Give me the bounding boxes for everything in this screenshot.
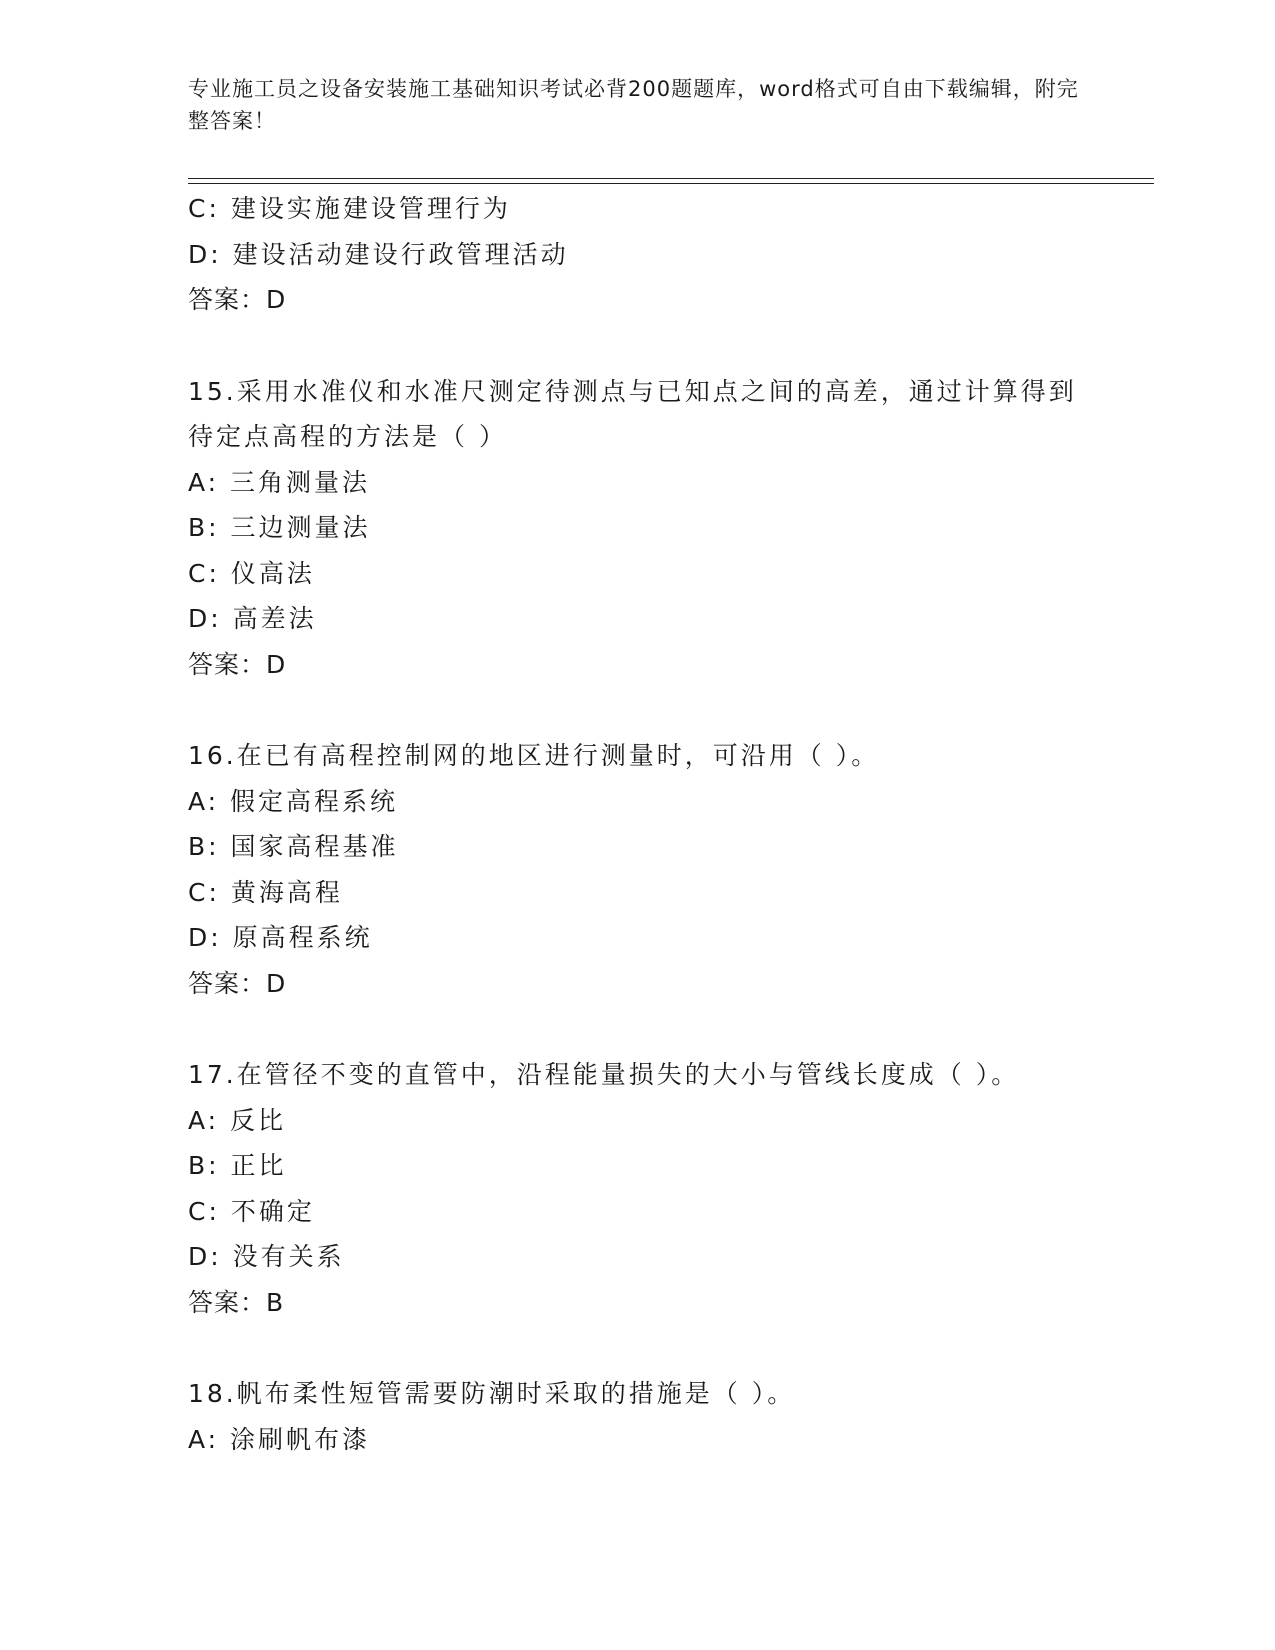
option-a: A: 假定高程系统 [188, 786, 399, 816]
question-stem: 18.帆布柔性短管需要防潮时采取的措施是（ ）。 [188, 1379, 796, 1408]
question-17 [188, 1052, 1118, 1325]
question-stem: 17.在管径不变的直管中，沿程能量损失的大小与管线长度成（ ）。 [188, 1060, 1020, 1089]
question-15 [188, 369, 1118, 688]
question-stem: 16.在已有高程控制网的地区进行测量时，可沿用（ ）。 [188, 741, 880, 770]
carryover-block [188, 186, 1118, 323]
question-list [188, 186, 1118, 1462]
option-d: D: 原高程系统 [188, 923, 373, 952]
question-18 [188, 1371, 1118, 1462]
document-header: 专业施工员之设备安装施工基础知识考试必背200题题库，word格式可自由下载编辑，附完整答案！ [188, 77, 1079, 133]
option-d: D: 没有关系 [188, 1242, 345, 1271]
option-a: A: 三角测量法 [188, 467, 371, 497]
answer-line: 答案：B [188, 1287, 285, 1317]
option-b: B: 国家高程基准 [188, 832, 399, 861]
answer-line: 答案：D [188, 649, 287, 679]
answer-line: 答案：D [188, 285, 287, 314]
option-b: B: 三边测量法 [188, 513, 371, 542]
question-stem: 15.采用水准仪和水准尺测定待测点与已知点之间的高差，通过计算得到待定点高程的方法是（ ） [188, 376, 1077, 451]
question-16 [188, 733, 1118, 1006]
header-divider-top [188, 178, 1154, 179]
option-a: A: 反比 [188, 1105, 287, 1135]
option-c: C: 仪高法 [188, 558, 315, 588]
option-d: D: 建设活动建设行政管理活动 [188, 239, 569, 269]
answer-line: 答案：D [188, 968, 287, 998]
option-c: C: 建设实施建设管理行为 [188, 194, 511, 223]
option-d: D: 高差法 [188, 604, 317, 633]
option-c: C: 不确定 [188, 1196, 315, 1226]
option-b: B: 正比 [188, 1151, 287, 1180]
option-a: A: 涂刷帆布漆 [188, 1424, 371, 1454]
header-divider-bottom [188, 183, 1154, 184]
option-c: C: 黄海高程 [188, 877, 343, 907]
